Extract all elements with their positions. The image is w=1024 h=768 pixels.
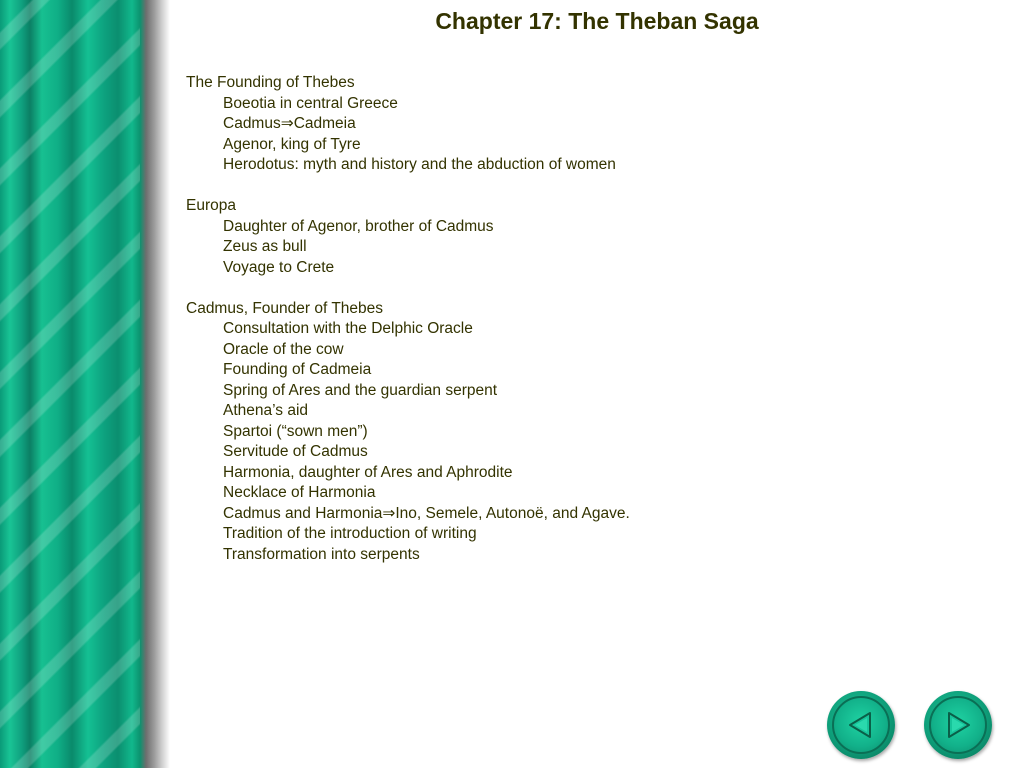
list-item: Zeus as bull <box>223 238 307 255</box>
section-heading: The Founding of Thebes <box>186 74 355 91</box>
section-founding-of-thebes <box>186 73 986 176</box>
section-heading: Europa <box>186 197 236 214</box>
list-item: Consultation with the Delphic Oracle <box>223 320 473 337</box>
prev-arrow-icon <box>844 708 878 742</box>
section-heading: Cadmus, Founder of Thebes <box>186 299 384 317</box>
section-europa <box>186 196 986 278</box>
list-item: Harmonia, daughter of Ares and Aphrodite <box>223 463 513 481</box>
list-item: Voyage to Crete <box>223 258 335 276</box>
list-item: Transformation into serpents <box>223 545 420 563</box>
previous-slide-button[interactable] <box>827 691 895 759</box>
list-item: Cadmus⇒Cadmeia <box>223 115 356 132</box>
section-cadmus-founder <box>186 299 986 566</box>
list-item: Boeotia in central Greece <box>223 94 398 112</box>
slide-content <box>186 73 986 586</box>
previous-button-face <box>832 696 890 754</box>
list-item: Daughter of Agenor, brother of Cadmus <box>223 217 494 235</box>
next-arrow-icon <box>941 708 975 742</box>
list-item: Necklace of Harmonia <box>223 484 376 501</box>
next-button-face <box>929 696 987 754</box>
list-item: Founding of Cadmeia <box>223 361 372 378</box>
list-item: Agenor, king of Tyre <box>223 135 361 153</box>
next-slide-button[interactable] <box>924 691 992 759</box>
list-item: Athena’s aid <box>223 402 309 419</box>
slide-title: Chapter 17: The Theban Saga <box>435 8 759 34</box>
list-item: Spring of Ares and the guardian serpent <box>223 381 498 399</box>
list-item: Tradition of the introduction of writing <box>223 525 477 542</box>
list-item: Herodotus: myth and history and the abduction of women <box>223 156 616 173</box>
list-item: Servitude of Cadmus <box>223 443 368 460</box>
list-item: Cadmus and Harmonia⇒Ino, Semele, Autonoë, and Agave. <box>223 504 630 522</box>
list-item: Spartoi (“sown men”) <box>223 422 368 440</box>
list-item: Oracle of the cow <box>223 340 344 358</box>
decorative-side-strip <box>0 0 170 768</box>
